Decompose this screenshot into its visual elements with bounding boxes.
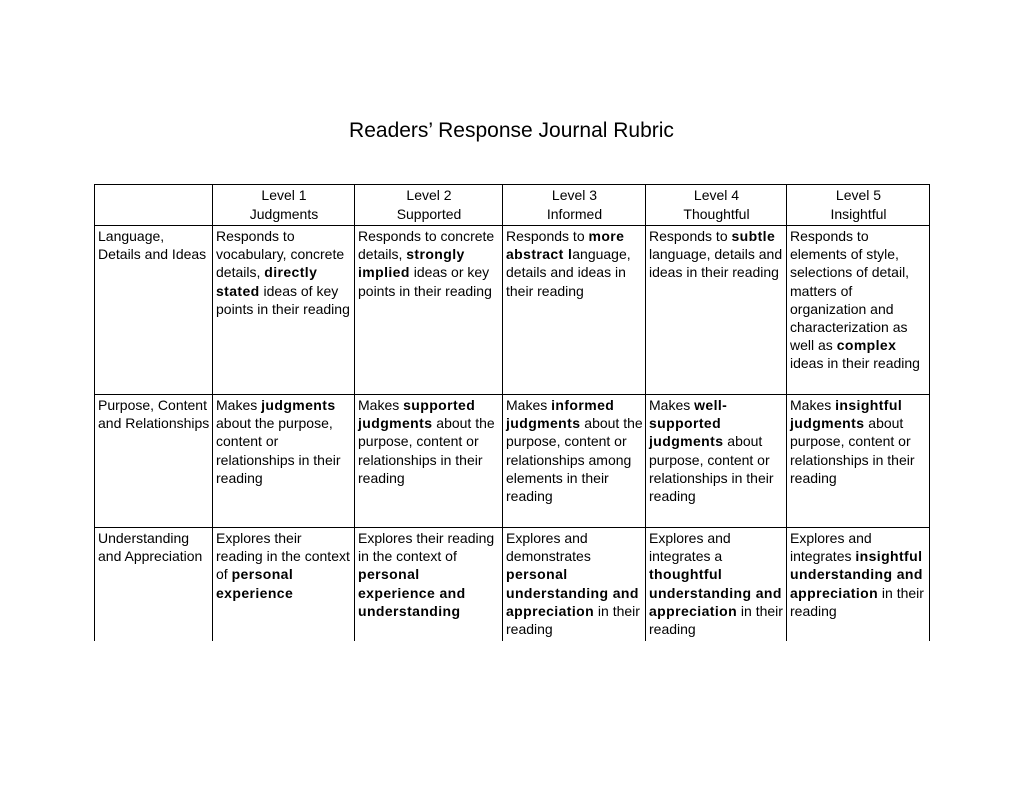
level-2-header — [355, 185, 503, 226]
rubric-cell — [646, 395, 787, 528]
cell-text: anguage, details and ideas in their reading — [506, 246, 631, 299]
cell-text: Makes — [506, 397, 552, 413]
cell-text: Explores and integrates a — [649, 530, 731, 565]
emphasis-text: informed judgments — [506, 397, 615, 432]
emphasis-text: more abstract l — [506, 228, 625, 263]
criterion-cell: Understanding and Appreciation — [95, 528, 213, 641]
cell-text: about purpose, content or relationships in their reading — [649, 433, 774, 505]
table-row — [95, 226, 930, 395]
level-name: Judgments — [249, 205, 319, 222]
rubric-cell — [503, 395, 646, 528]
cell-text: Responds to elements of style, selections of detail, matters of organization and characterization as well as — [790, 228, 910, 354]
cell-text: in their reading — [649, 602, 783, 638]
level-name: Thoughtful — [683, 205, 750, 222]
cell-text: Makes — [649, 397, 695, 413]
emphasis-text: judgments — [261, 397, 336, 413]
rubric-cell — [787, 226, 930, 395]
cell-text: in their reading — [790, 584, 924, 619]
emphasis-text: complex — [836, 337, 897, 354]
rubric-cell — [787, 395, 930, 528]
cell-text: Makes — [790, 397, 836, 413]
level-1-header — [213, 185, 355, 226]
cell-text: Responds to concrete details, — [358, 228, 495, 263]
cell-text: ideas or key points in their reading — [358, 264, 492, 299]
rubric-cell — [503, 528, 646, 641]
criterion-cell: Language, Details and Ideas — [95, 226, 213, 395]
rubric-cell — [213, 395, 355, 528]
level-name: Insightful — [830, 205, 887, 222]
emphasis-text: insightful understanding and appreciation — [790, 548, 923, 601]
cell-text: about the purpose, content or relationships in their reading — [216, 415, 341, 486]
rubric-cell — [646, 528, 787, 641]
level-number: Level 3 — [551, 187, 598, 204]
rubric-cell — [503, 226, 646, 395]
level-number: Level 5 — [835, 187, 882, 204]
cell-text: Responds to — [506, 228, 589, 244]
emphasis-text: supported judgments — [358, 397, 476, 432]
rubric-table — [94, 184, 930, 641]
emphasis-text: thoughtful understanding and appreciation — [649, 566, 782, 619]
emphasis-text: personal experience — [216, 566, 294, 601]
table-row — [95, 528, 930, 641]
emphasis-text: well-supported judgments — [649, 397, 728, 450]
rubric-cell — [787, 528, 930, 641]
rubric-cell — [646, 226, 787, 395]
page-title: Readers’ Response Journal Rubric — [349, 119, 674, 142]
rubric-cell — [355, 395, 503, 528]
cell-text: ideas in their reading — [790, 355, 920, 372]
emphasis-text: insightful judgments — [790, 397, 903, 432]
level-number: Level 1 — [261, 187, 307, 204]
emphasis-text: strongly implied — [358, 246, 465, 281]
emphasis-text: directly stated — [216, 264, 318, 299]
rubric-cell — [355, 528, 503, 641]
cell-text: Responds to vocabulary, concrete details, — [216, 228, 345, 281]
cell-text: ideas of key points in their reading — [216, 282, 350, 317]
header-row — [95, 185, 930, 226]
cell-text: Explores and demonstrates — [506, 530, 591, 565]
level-5-header — [787, 185, 930, 226]
emphasis-text: personal experience and understanding — [358, 566, 466, 619]
cell-text: Makes — [358, 397, 404, 413]
level-name: Supported — [396, 205, 462, 222]
cell-text: about the purpose, content or relationships among elements in their reading — [506, 415, 643, 505]
level-number: Level 2 — [406, 187, 452, 204]
cell-text: in their reading — [506, 602, 640, 638]
cell-text: Explores their reading in the context of — [358, 530, 495, 565]
level-name: Informed — [546, 205, 603, 222]
level-number: Level 4 — [693, 187, 740, 204]
criterion-cell: Purpose, Content and Relationships — [95, 395, 213, 528]
rubric-cell — [355, 226, 503, 395]
cell-text: Explores and integrates — [790, 530, 872, 565]
corner-cell — [95, 185, 213, 226]
cell-text: about the purpose, content or relationships in their reading — [358, 415, 495, 486]
level-3-header — [503, 185, 646, 226]
cell-text: Responds to — [649, 228, 732, 244]
cell-text: Makes — [216, 397, 262, 413]
table-row — [95, 395, 930, 528]
emphasis-text: personal understanding and appreciation — [506, 566, 639, 619]
cell-text: language, details and ideas in their reading — [649, 246, 783, 281]
level-4-header — [646, 185, 787, 226]
rubric-cell — [213, 226, 355, 395]
cell-text: about purpose, content or relationships in their reading — [790, 415, 915, 486]
rubric-cell — [213, 528, 355, 641]
cell-text: Explores their reading in the context of — [216, 530, 350, 583]
emphasis-text: subtle — [731, 228, 776, 244]
